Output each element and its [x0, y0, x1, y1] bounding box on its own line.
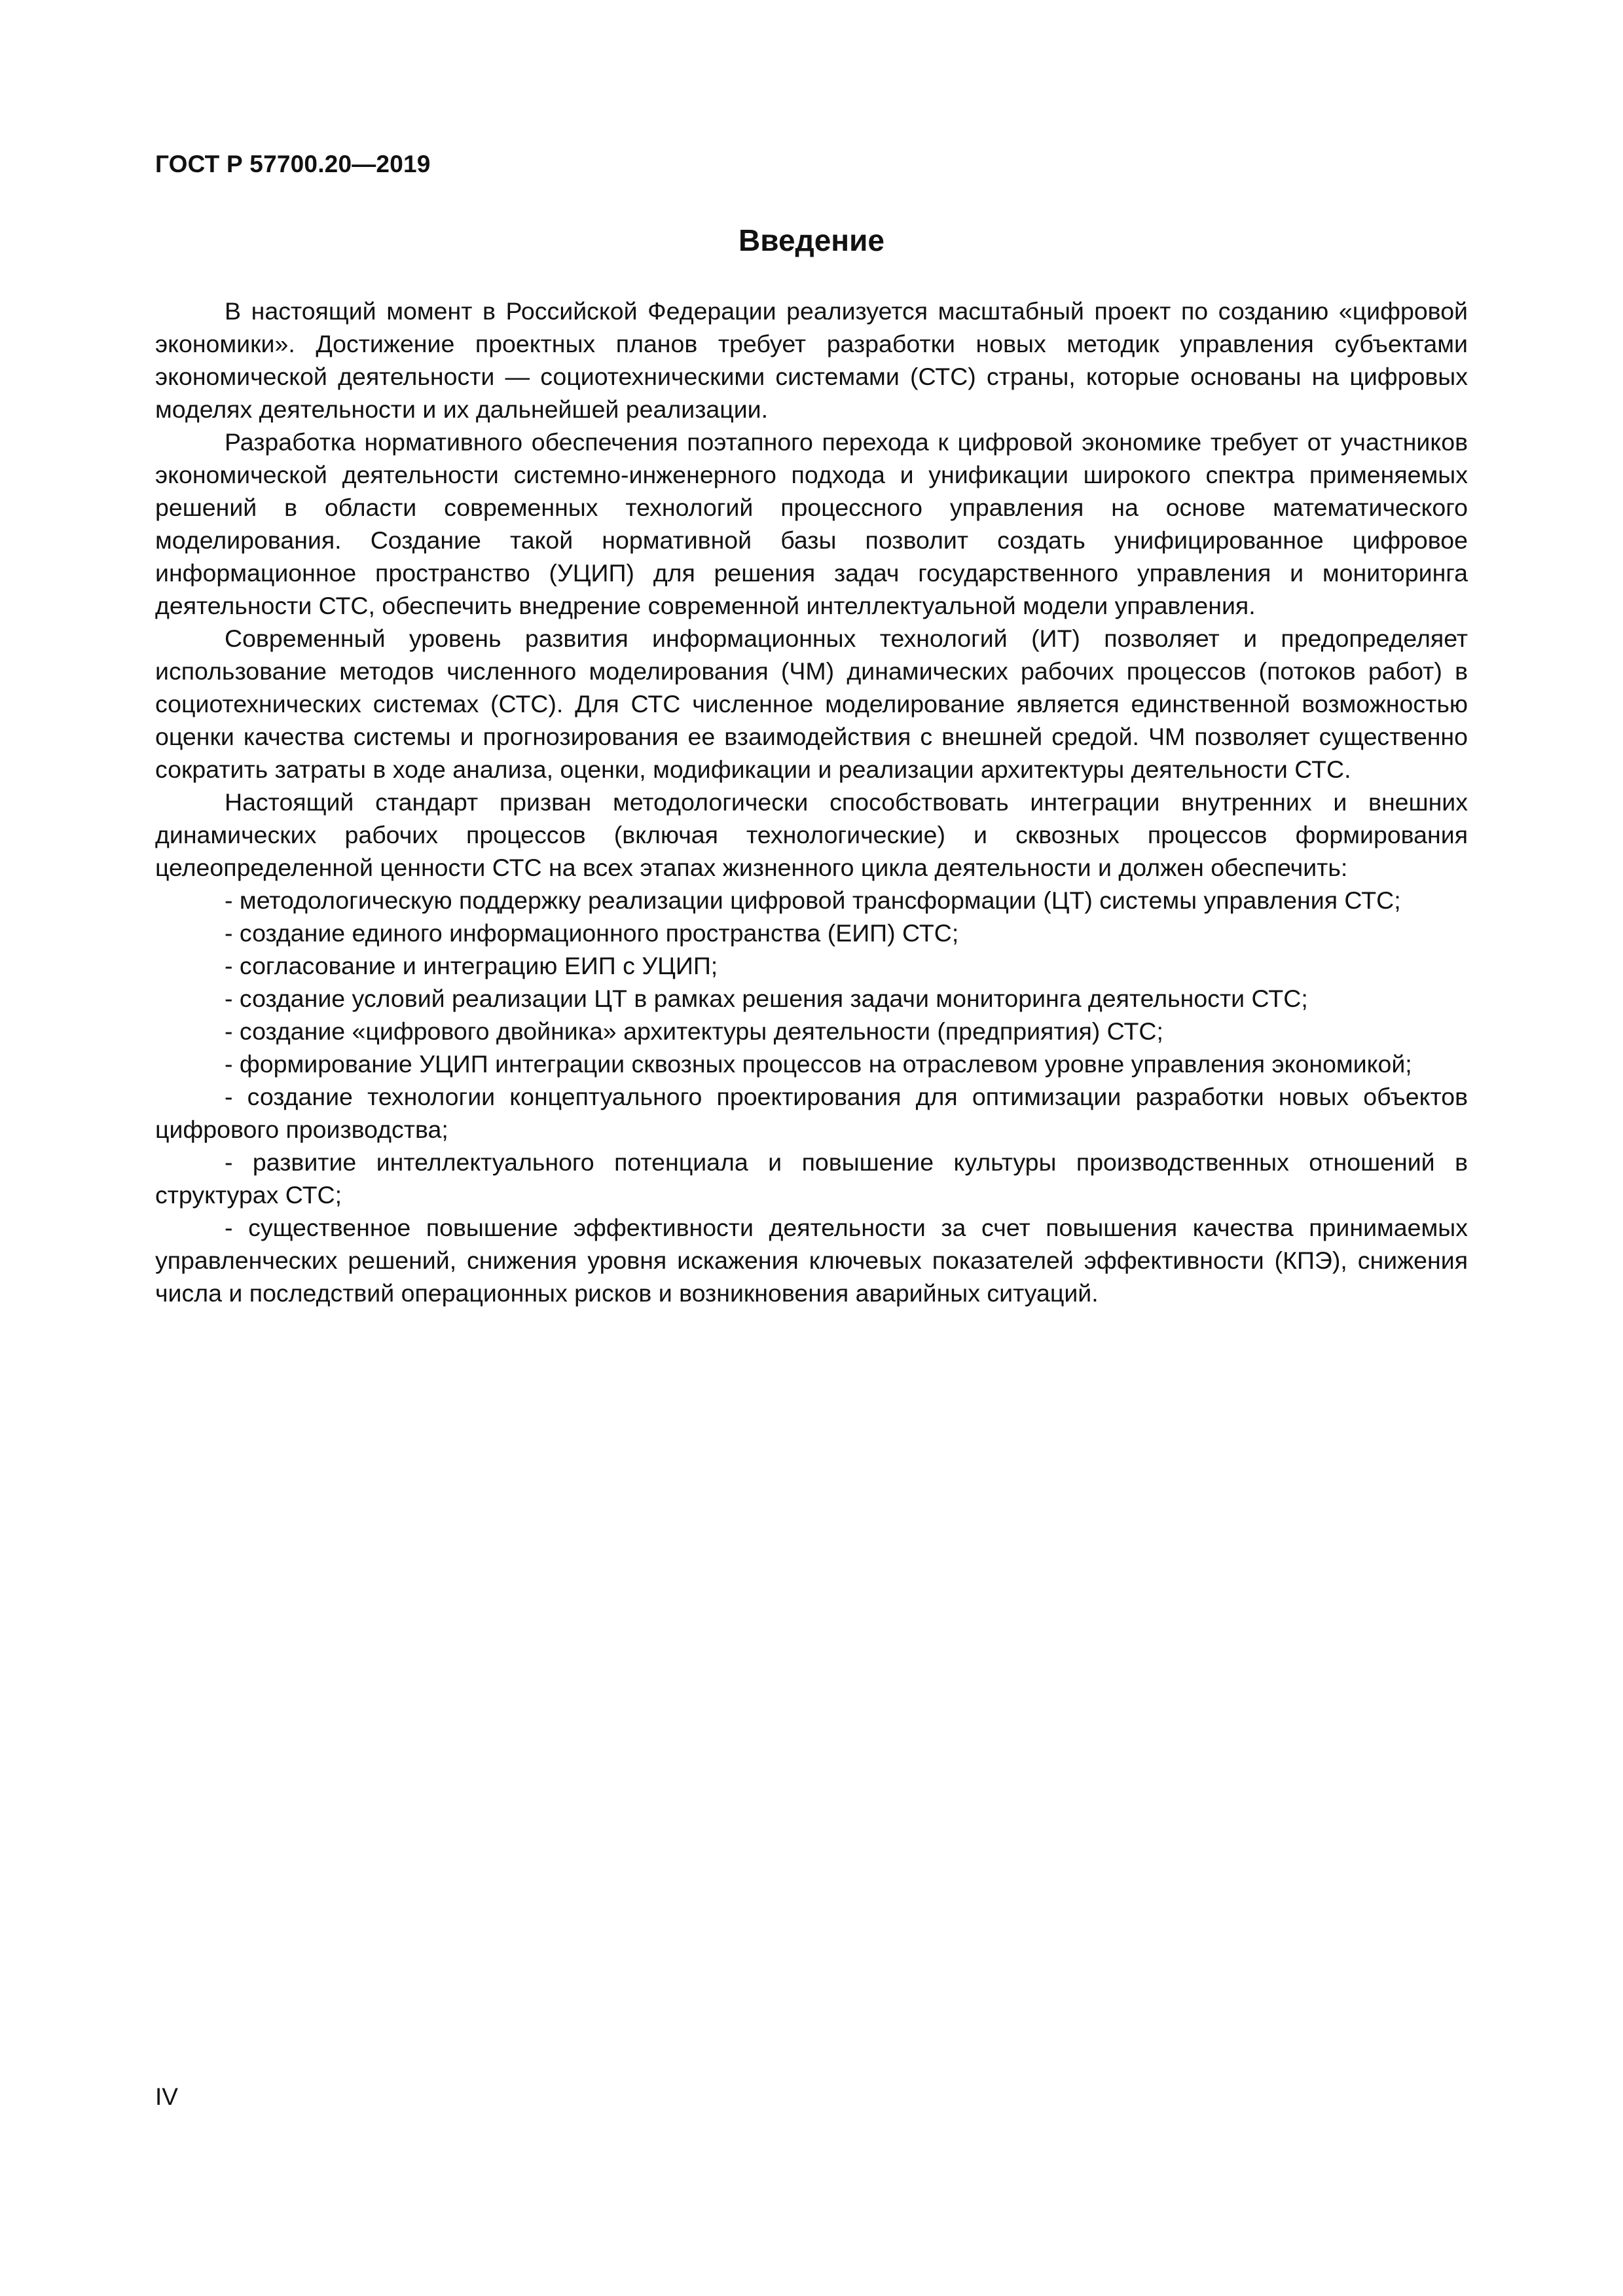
paragraph: Современный уровень развития информационных технологий (ИТ) позволяет и предопределяет использование методов численного моделирования (ЧМ) динамических рабочих процессов (потоков работ) в социотехнических системах (СТС). Для СТС численное моделирование является единственной возможностью оценки качества системы и прогнозирования ее взаимодействия с внешней средой. ЧМ позволяет существенно сократить затраты в ходе анализа, оценки, модификации и реализации архитектуры деятельности СТС. [155, 625, 1468, 783]
section-title: Введение [739, 223, 884, 257]
list-item: - развитие интеллектуального потенциала и повышение культуры производственных отношений в структурах СТС; [155, 1148, 1468, 1209]
list-item: - создание единого информационного пространства (ЕИП) СТС; [225, 919, 959, 947]
list-item: - методологическую поддержку реализации цифровой трансформации (ЦТ) системы управления СТС; [225, 886, 1401, 914]
list-item: - создание «цифрового двойника» архитектуры деятельности (предприятия) СТС; [225, 1017, 1163, 1045]
page-number: IV [155, 2083, 178, 2110]
paragraph: Настоящий стандарт призван методологически способствовать интеграции внутренних и внешних динамических рабочих процессов (включая технологические) и сквозных процессов формирования целеопределенной ценности СТС на всех этапах жизненного цикла деятельности и должен обеспечить: [155, 788, 1468, 881]
paragraph: Разработка нормативного обеспечения поэтапного перехода к цифровой экономике требует от участников экономической деятельности системно-инженерного подхода и унификации широкого спектра применяемых решений в области современных технологий процессного управления на основе математического моделирования. Создание такой нормативной базы позволит создать унифицированное цифровое информационное пространство (УЦИП) для решения задач государственного управления и мониторинга деятельности СТС, обеспечить внедрение современной интеллектуальной модели управления. [155, 428, 1468, 619]
list-item: - формирование УЦИП интеграции сквозных процессов на отраслевом уровне управления экономикой; [225, 1050, 1412, 1078]
list-item: - создание технологии концептуального проектирования для оптимизации разработки новых объектов цифрового производства; [155, 1083, 1468, 1143]
paragraph: В настоящий момент в Российской Федерации реализуется масштабный проект по созданию «цифровой экономики». Достижение проектных планов требует разработки новых методик управления субъектами экономической деятельности — социотехническими системами (СТС) страны, которые основаны на цифровых моделях деятельности и их дальнейшей реализации. [155, 297, 1468, 423]
introduction-body [155, 295, 1468, 1309]
list-item: - существенное повышение эффективности деятельности за счет повышения качества принимаемых управленческих решений, снижения уровня искажения ключевых показателей эффективности (КПЭ), снижения числа и последствий операционных рисков и возникновения аварийных ситуаций. [155, 1214, 1468, 1307]
list-item: - согласование и интеграцию ЕИП с УЦИП; [225, 952, 718, 979]
list-item: - создание условий реализации ЦТ в рамках решения задачи мониторинга деятельности СТС; [225, 985, 1308, 1012]
document-code: ГОСТ Р 57700.20—2019 [155, 151, 431, 177]
